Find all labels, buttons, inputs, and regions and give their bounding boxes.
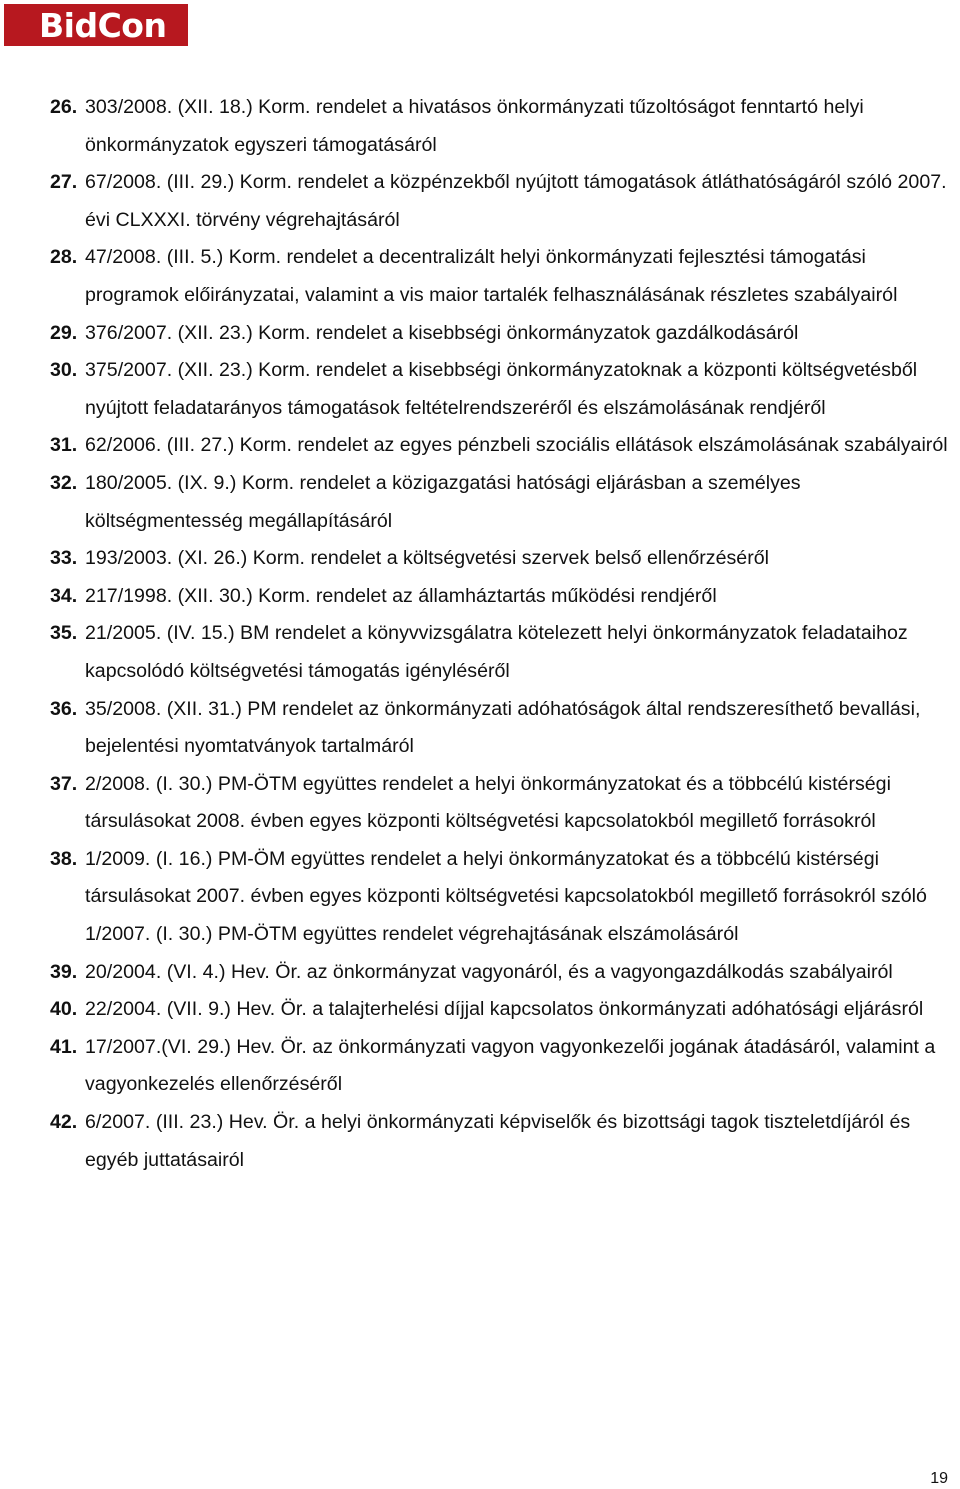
item-number: 33. bbox=[50, 547, 78, 570]
item-text: 193/2003. (XI. 26.) Korm. rendelet a költségvetési szervek belső ellenőrzéséről bbox=[85, 547, 769, 570]
item-text: 47/2008. (III. 5.) Korm. rendelet a decentralizált helyi önkormányzati fejlesztési támogatási programok előirányzatai, valamint a vis maior tartalék felhasználásának részletes szabályairól bbox=[85, 246, 898, 306]
list-item bbox=[50, 841, 955, 954]
list-item bbox=[50, 164, 955, 239]
item-text: 22/2004. (VII. 9.) Hev. Ör. a talajterhelési díjjal kapcsolatos önkormányzati adóhatósági eljárásról bbox=[85, 998, 924, 1021]
list-item bbox=[50, 991, 955, 1029]
item-text: 1/2009. (I. 16.) PM-ÖM együttes rendelet a helyi önkormányzatokat és a többcélú kistérségi társulásokat 2007. évben egyes központi költségvetési kapcsolatokból megillető forrásokról szóló 1/2007. (I. 30.) PM-ÖTM együttes rendelet végrehajtásának elszámolásáról bbox=[85, 847, 927, 946]
item-number: 34. bbox=[50, 584, 78, 607]
list-item bbox=[50, 89, 955, 164]
item-number: 37. bbox=[50, 772, 78, 795]
item-number: 29. bbox=[50, 321, 78, 344]
item-number: 30. bbox=[50, 359, 78, 382]
item-text: 35/2008. (XII. 31.) PM rendelet az önkormányzati adóhatóságok által rendszeresíthető bevallási, bejelentési nyomtatványok tartalmáról bbox=[85, 697, 921, 758]
item-text: 62/2006. (III. 27.) Korm. rendelet az egyes pénzbeli szociális ellátások elszámolásának szabályairól bbox=[85, 434, 948, 457]
list-item bbox=[50, 691, 955, 766]
item-text: 217/1998. (XII. 30.) Korm. rendelet az államháztartás működési rendjéről bbox=[85, 584, 717, 607]
item-number: 40. bbox=[50, 998, 78, 1021]
list-item bbox=[50, 1104, 955, 1179]
item-text: 17/2007.(VI. 29.) Hev. Ör. az önkormányzati vagyon vagyonkezelői jogának átadásáról, valamint a vagyonkezelés ellenőrzéséről bbox=[85, 1035, 936, 1096]
item-text: 180/2005. (IX. 9.) Korm. rendelet a közigazgatási hatósági eljárásban a személyes költségmentesség megállapításáról bbox=[85, 471, 801, 532]
list-item bbox=[50, 465, 955, 540]
list-item bbox=[50, 766, 955, 841]
page-number: 19 bbox=[930, 1470, 948, 1487]
item-number: 27. bbox=[50, 171, 78, 194]
list-item bbox=[50, 239, 955, 314]
item-text: 375/2007. (XII. 23.) Korm. rendelet a kisebbségi önkormányzatoknak a központi költségvetésből nyújtott feladatarányos támogatások feltételrendszeréről és elszámolásának rendjéről bbox=[85, 359, 918, 419]
list-item bbox=[50, 578, 955, 616]
item-text: 21/2005. (IV. 15.) BM rendelet a könyvvizsgálatra kötelezett helyi önkormányzatok feladataihoz kapcsolódó költségvetési támogatás igényléséről bbox=[85, 622, 908, 682]
item-text: 6/2007. (III. 23.) Hev. Ör. a helyi önkormányzati képviselők és bizottsági tagok tiszteletdíjáról és egyéb juttatásairól bbox=[85, 1111, 911, 1171]
list-item bbox=[50, 315, 955, 353]
item-number: 39. bbox=[50, 960, 78, 983]
list-item bbox=[50, 615, 955, 690]
item-number: 26. bbox=[50, 96, 78, 118]
item-text: 20/2004. (VI. 4.) Hev. Ör. az önkormányzat vagyonáról, és a vagyongazdálkodás szabályairól bbox=[85, 960, 893, 983]
list-item bbox=[50, 427, 955, 465]
regulation-list bbox=[50, 89, 955, 1179]
item-number: 28. bbox=[50, 246, 78, 269]
item-number: 32. bbox=[50, 471, 78, 494]
item-number: 38. bbox=[50, 847, 78, 870]
item-number: 42. bbox=[50, 1111, 78, 1134]
list-item bbox=[50, 352, 955, 427]
item-text: 67/2008. (III. 29.) Korm. rendelet a közpénzekből nyújtott támogatások átláthatóságáról szóló 2007. évi CLXXXI. törvény végrehajtásáról bbox=[85, 171, 947, 231]
item-text: 303/2008. (XII. 18.) Korm. rendelet a hivatásos önkormányzati tűzoltóságot fenntartó helyi önkormányzatok egyszeri támogatásáról bbox=[85, 96, 864, 156]
item-number: 31. bbox=[50, 434, 78, 457]
list-item bbox=[50, 540, 955, 578]
item-text: 376/2007. (XII. 23.) Korm. rendelet a kisebbségi önkormányzatok gazdálkodásáról bbox=[85, 321, 799, 344]
item-text: 2/2008. (I. 30.) PM-ÖTM együttes rendelet a helyi önkormányzatokat és a többcélú kistérségi társulásokat 2008. évben egyes központi költségvetési kapcsolatokból megillető forrásokról bbox=[85, 772, 891, 833]
item-number: 36. bbox=[50, 697, 78, 720]
list-item bbox=[50, 1029, 955, 1104]
item-number: 35. bbox=[50, 622, 78, 645]
list-item bbox=[50, 954, 955, 992]
item-number: 41. bbox=[50, 1035, 78, 1058]
bidcon-logo: BidCon bbox=[4, 4, 188, 46]
